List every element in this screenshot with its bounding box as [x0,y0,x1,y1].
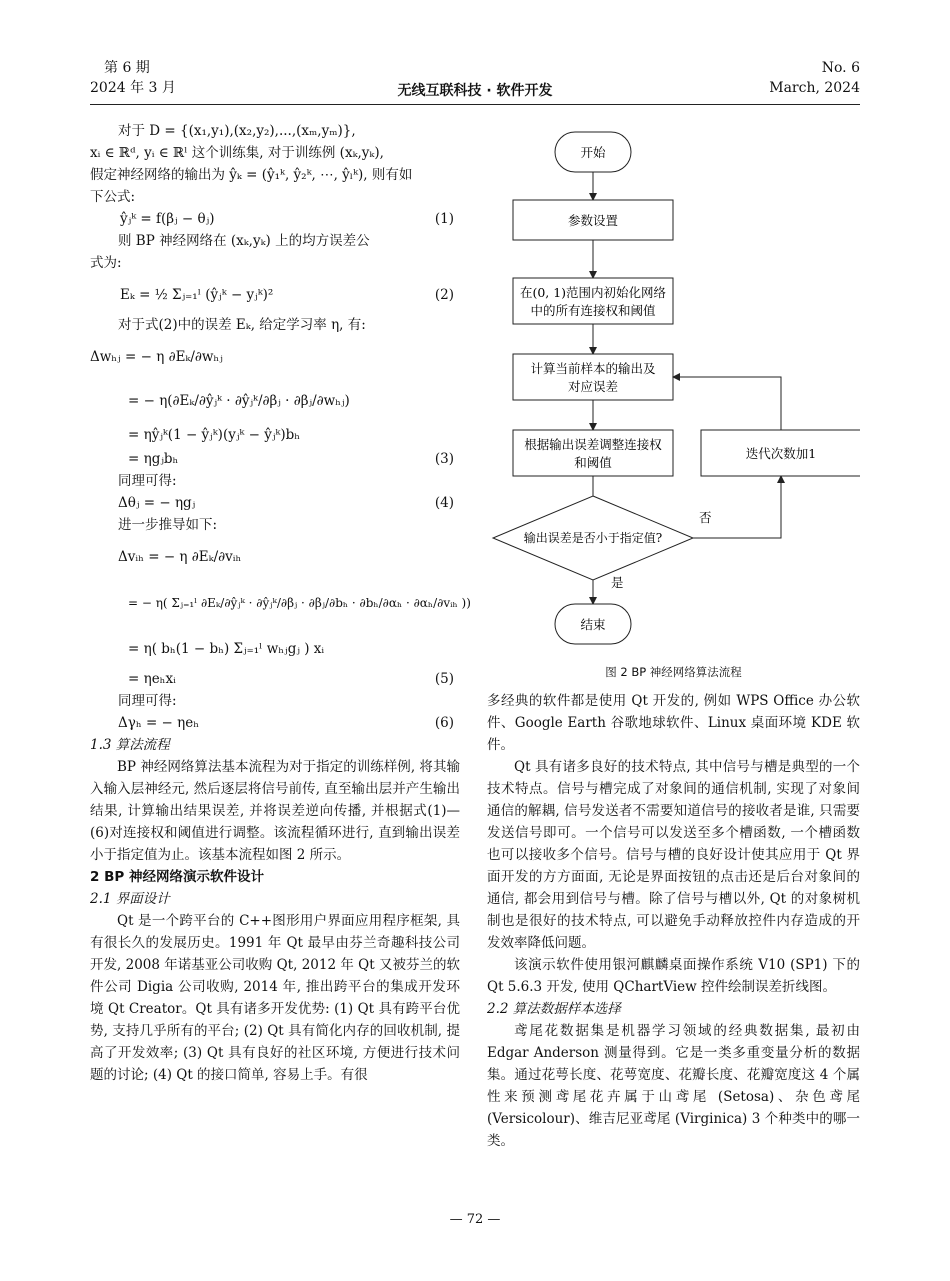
equation-5d [90,668,460,690]
text-line: 同理可得: [118,693,177,709]
journal-title: 无线互联科技 · 软件开发 [397,83,553,99]
text-line: xᵢ ∈ ℝᵈ, yᵢ ∈ ℝˡ 这个训练集, 对于训练例 (xₖ,yₖ), [90,145,384,161]
equation-3b [90,376,460,420]
calc-label-1: 计算当前样本的输出及 [530,361,656,376]
figure-caption: 图 2 BP 神经网络算法流程 [605,665,742,679]
decision-label: 输出误差是否小于指定值? [523,531,663,545]
equation-body: ŷⱼᵏ = f(βⱼ − θⱼ) [120,211,215,227]
text-line: 假定神经网络的输出为 ŷₖ = (ŷ₁ᵏ, ŷ₂ᵏ, ⋯, ŷₗᵏ), 则有如 [90,167,413,183]
text-line: 则 BP 神经网络在 (xₖ,yₖ) 上的均方误差公 [118,233,370,249]
equation-4 [90,492,460,514]
paragraph: 鸢尾花数据集是机器学习领域的经典数据集, 最初由 Edgar Anderson 测量得到。它是一类多重变量分析的数据集。通过花萼长度、花萼宽度、花瓣长度、花瓣宽度这 4 个属性来预测鸢尾花卉属于山鸢尾 (Setosa)、杂色鸢尾 (Versicolour)、维吉尼亚鸢尾 (Virginica) 3 个种类中的哪一类。 [487,1023,860,1149]
flowchart-figure [487,120,860,660]
equation-number: (4) [434,495,454,511]
paragraph: Qt 是一个跨平台的 C++图形用户界面应用程序框架, 具有很长久的发展历史。1991 年 Qt 最早由芬兰奇趣科技公司开发, 2008 年诺基亚公司收购 Qt, 2012 年 Qt 又被芬兰的软件公司 Digia 公司收购, 2014 年, 推出跨平台的集成开发环境 Qt Creator。Qt 具有诸多开发优势: (1) Qt 具有跨平台优势, 支持几乎所有的平台; (2) Qt 具有简化内存的回收机制, 提高了开发效率; (3) Qt 具有良好的社区环境, 方便进行技术问题的讨论; (4) Qt 的接口简单, 容易上手。有很 [90,913,460,1083]
no-branch-arrow [693,476,781,538]
text-line: 同理可得: [118,473,177,489]
equation-number: (6) [434,715,454,731]
issue-en: No. 6 [821,60,860,76]
text-line: 进一步推导如下: [118,517,218,533]
equation-number: (2) [434,287,454,303]
equation-body: Δwₕⱼ = − η ∂Eₖ/∂wₕⱼ [90,349,223,365]
paragraph: 多经典的软件都是使用 Qt 开发的, 例如 WPS Office 办公软件、Google Earth 谷歌地球软件、Linux 桌面环境 KDE 软件。 [487,693,860,753]
text-line: 对于式(2)中的误差 Eₖ, 给定学习率 η, 有: [118,317,366,333]
equation-5c [90,628,460,668]
text-line: 下公式: [90,189,136,205]
section-2-1-heading: 2.1 界面设计 [90,891,170,907]
date-en: March, 2024 [769,80,860,96]
equation-body: = − η( Σⱼ₌₁ˡ ∂Eₖ/∂ŷⱼᵏ · ∂ŷⱼᵏ/∂βⱼ · ∂βⱼ/∂bₕ · ∂bₕ/∂αₕ · ∂αₕ/∂vᵢₕ )) [128,596,471,610]
equation-number: (1) [434,211,454,227]
equation-number: (5) [434,671,454,687]
left-column [90,120,471,1086]
page-number: — 72 — [449,1212,501,1227]
header-right [769,58,860,98]
equation-6 [90,712,460,734]
equation-body: Δvᵢₕ = − η ∂Eₖ/∂vᵢₕ [118,549,242,565]
date-cn: 2024 年 3 月 [90,80,176,96]
section-2-2-heading: 2.2 算法数据样本选择 [487,1001,621,1017]
equation-body: = ηeₕxᵢ [128,671,176,687]
equation-5a [90,536,460,576]
equation-body: Δθⱼ = − ηgⱼ [118,495,196,511]
init-label-2: 中的所有连接权和阈值 [530,303,656,318]
text-line: 式为: [90,255,122,271]
equation-1 [90,208,460,230]
section-2-heading: 2 BP 神经网络演示软件设计 [90,869,264,885]
text-line: 对于 D = {(x₁,y₁),(x₂,y₂),...,(xₘ,yₘ)}, [118,123,356,139]
adjust-label-2: 和阈值 [574,455,612,470]
page-header [90,58,860,102]
equation-body: Δγₕ = − ηeₕ [118,715,200,731]
equation-body: = − η(∂Eₖ/∂ŷⱼᵏ · ∂ŷⱼᵏ/∂βⱼ · ∂βⱼ/∂wₕⱼ) [128,393,350,409]
no-label: 否 [699,510,712,525]
paragraph: Qt 具有诸多良好的技术特点, 其中信号与槽是典型的一个技术特点。信号与槽完成了对象间的通信机制, 实现了对象间通信的解耦, 信号发送者不需要知道信号的接收者是谁, 只需要发送信号即可。一个信号可以发送至多个槽函数, 一个槽函数也可以接收多个信号。信号与槽的良好设计使其应用于 Qt 界面开发的方方面面, 无论是界面按钮的点击还是后台对象间的通信, 都会用到信号与槽。除了信号与槽以外, Qt 的对象树机制也是很好的技术特点, 可以避免手动释放控件内存造成的开发效率降低问题。 [487,759,860,951]
equation-body: Eₖ = ½ Σⱼ₌₁ˡ (ŷⱼᵏ − yⱼᵏ)² [120,287,274,303]
equation-5b [90,576,471,628]
header-rule [90,104,860,105]
yes-label: 是 [611,575,624,590]
equation-2 [90,274,460,314]
calc-label-2: 对应误差 [567,379,619,394]
loop-back-arrow [673,377,781,430]
end-label: 结束 [580,617,606,632]
right-column [487,690,860,1152]
equation-body: = ηgⱼbₕ [128,451,179,467]
init-label-1: 在(0, 1)范围内初始化网络 [519,285,667,300]
equation-body: = η( bₕ(1 − bₕ) Σⱼ₌₁ˡ wₕⱼgⱼ ) xᵢ [128,641,325,657]
paragraph: 该演示软件使用银河麒麟桌面操作系统 V10 (SP1) 下的 Qt 5.6.3 开发, 使用 QChartView 控件绘制误差折线图。 [487,957,860,995]
paragraph: BP 神经网络算法基本流程为对于指定的训练样例, 将其输入输入层神经元, 然后逐层将信号前传, 直至输出层并产生输出结果, 计算输出结果误差, 并将误差逆向传播, 并根据式(1)—(6)对连接权和阈值进行调整。该流程循环进行, 直到输出误差小于指定值为止。该基本流程如图 2 所示。 [90,759,460,863]
equation-body: = ηŷⱼᵏ(1 − ŷⱼᵏ)(yⱼᵏ − ŷⱼᵏ)bₕ [128,427,301,443]
section-1-3-heading: 1.3 算法流程 [90,737,170,753]
start-label: 开始 [580,145,606,160]
params-label: 参数设置 [567,213,619,228]
issue-cn: 第 6 期 [104,60,150,76]
equation-number: (3) [434,451,454,467]
adjust-label-1: 根据输出误差调整连接权 [524,437,662,452]
equation-3d [90,448,460,470]
iter-label: 迭代次数加1 [745,446,817,461]
equation-3a [90,336,460,376]
equation-3c [90,420,460,448]
